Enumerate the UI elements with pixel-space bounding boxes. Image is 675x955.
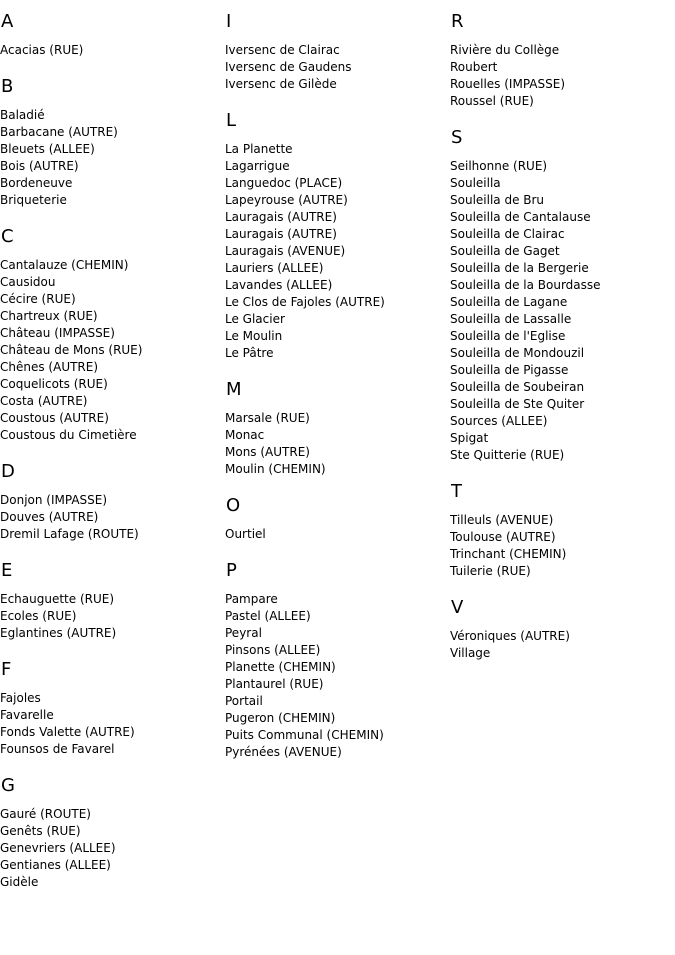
street-link[interactable]: Chênes (AUTRE) (0, 360, 99, 374)
street-link[interactable]: Planette (CHEMIN) (225, 660, 336, 674)
letter-heading: R (451, 11, 464, 32)
letter-group (450, 598, 675, 662)
letter-group (225, 12, 450, 93)
street-link[interactable]: Monac (225, 428, 265, 442)
street-link[interactable]: Founsos de Favarel (0, 742, 115, 756)
street-index-column-3 (450, 0, 675, 680)
letter-group (0, 660, 225, 758)
street-link[interactable]: Pampare (225, 592, 278, 606)
street-index-column-2 (225, 0, 450, 779)
street-link[interactable]: Mons (AUTRE) (225, 445, 310, 459)
street-link[interactable]: Souleilla de Clairac (450, 227, 565, 241)
letter-heading: G (1, 775, 15, 796)
street-link[interactable]: Souleilla de Ste Quiter (450, 397, 585, 411)
street-link[interactable]: Souleilla de Lassalle (450, 312, 572, 326)
letter-group (225, 380, 450, 478)
letter-heading: M (226, 379, 242, 400)
letter-heading: T (451, 481, 462, 502)
street-link[interactable]: Coustous (AUTRE) (0, 411, 109, 425)
street-link[interactable]: Puits Communal (CHEMIN) (225, 728, 384, 742)
letter-group (0, 77, 225, 209)
street-link[interactable]: Roubert (450, 60, 498, 74)
letter-heading: O (226, 495, 241, 516)
street-link[interactable]: Moulin (CHEMIN) (225, 462, 326, 476)
street-link[interactable]: Souleilla de Cantalause (450, 210, 591, 224)
street-link[interactable]: Cécire (RUE) (0, 292, 76, 306)
street-link[interactable]: Souleilla de Bru (450, 193, 545, 207)
street-link[interactable]: Rouelles (IMPASSE) (450, 77, 565, 91)
street-link[interactable]: Lapeyrouse (AUTRE) (225, 193, 348, 207)
street-link[interactable]: Tilleuls (AVENUE) (450, 513, 554, 527)
street-link[interactable]: Château (IMPASSE) (0, 326, 115, 340)
street-link[interactable]: Lauragais (AVENUE) (225, 244, 346, 258)
street-link[interactable]: Véroniques (AUTRE) (450, 629, 570, 643)
street-link[interactable]: Bois (AUTRE) (0, 159, 79, 173)
street-link[interactable]: Souleilla de la Bergerie (450, 261, 589, 275)
street-link[interactable]: Pastel (ALLEE) (225, 609, 311, 623)
street-link[interactable]: Souleilla de Pigasse (450, 363, 569, 377)
letter-group (450, 482, 675, 580)
letter-heading: D (1, 461, 15, 482)
street-link[interactable]: Ourtiel (225, 527, 266, 541)
letter-heading: B (1, 76, 14, 97)
street-link[interactable]: Gauré (ROUTE) (0, 807, 91, 821)
street-link[interactable]: Acacias (RUE) (0, 43, 84, 57)
letter-group (0, 12, 225, 59)
street-link[interactable]: Pyrénées (AVENUE) (225, 745, 342, 759)
street-link[interactable]: Coustous du Cimetière (0, 428, 137, 442)
letter-group (450, 12, 675, 110)
letter-group (0, 227, 225, 444)
street-link[interactable]: Eglantines (AUTRE) (0, 626, 117, 640)
letter-group (225, 111, 450, 362)
street-index-column-1 (0, 0, 225, 909)
street-link[interactable]: Souleilla de Soubeiran (450, 380, 585, 394)
street-link[interactable]: Briqueterie (0, 193, 67, 207)
street-link[interactable]: Le Glacier (225, 312, 285, 326)
street-link[interactable]: Iversenc de Gilède (225, 77, 337, 91)
street-link[interactable]: Donjon (IMPASSE) (0, 493, 108, 507)
street-link[interactable]: Genêts (RUE) (0, 824, 81, 838)
street-link[interactable]: Bleuets (ALLEE) (0, 142, 95, 156)
letter-group (225, 496, 450, 543)
letter-heading: F (1, 659, 12, 680)
street-link[interactable]: Favarelle (0, 708, 54, 722)
street-link[interactable]: Plantaurel (RUE) (225, 677, 324, 691)
street-link[interactable]: Echauguette (RUE) (0, 592, 115, 606)
street-link[interactable]: Roussel (RUE) (450, 94, 534, 108)
letter-heading: E (1, 560, 13, 581)
street-link[interactable]: Le Moulin (225, 329, 283, 343)
letter-heading: A (1, 11, 14, 32)
street-link[interactable]: Souleilla de Mondouzil (450, 346, 585, 360)
street-link[interactable]: Trinchant (CHEMIN) (450, 547, 567, 561)
letter-heading: L (226, 110, 237, 131)
street-link[interactable]: Spigat (450, 431, 489, 445)
street-link[interactable]: Lauragais (AUTRE) (225, 227, 337, 241)
letter-heading: S (451, 127, 463, 148)
street-link[interactable]: Sources (ALLEE) (450, 414, 548, 428)
letter-group (450, 128, 675, 464)
letter-group (0, 561, 225, 642)
street-link[interactable]: Cantalauze (CHEMIN) (0, 258, 129, 272)
street-link[interactable]: Causidou (0, 275, 56, 289)
street-link[interactable]: Lauragais (AUTRE) (225, 210, 337, 224)
street-link[interactable]: Douves (AUTRE) (0, 510, 99, 524)
street-link[interactable]: Gentianes (ALLEE) (0, 858, 111, 872)
street-link[interactable]: Marsale (RUE) (225, 411, 310, 425)
street-link[interactable]: Pugeron (CHEMIN) (225, 711, 336, 725)
street-link[interactable]: Le Clos de Fajoles (AUTRE) (225, 295, 385, 309)
street-link[interactable]: Fonds Valette (AUTRE) (0, 725, 135, 739)
letter-heading: C (1, 226, 14, 247)
street-link[interactable]: Bordeneuve (0, 176, 73, 190)
street-link[interactable]: Souleilla de l'Eglise (450, 329, 566, 343)
street-link[interactable]: Château de Mons (RUE) (0, 343, 143, 357)
street-link[interactable]: Lavandes (ALLEE) (225, 278, 333, 292)
street-link[interactable]: Portail (225, 694, 263, 708)
street-link[interactable]: Rivière du Collège (450, 43, 560, 57)
letter-heading: V (451, 597, 464, 618)
street-link[interactable]: Toulouse (AUTRE) (450, 530, 556, 544)
letter-heading: P (226, 560, 237, 581)
street-link[interactable]: Gidèle (0, 875, 39, 889)
street-link[interactable]: Souleilla de la Bourdasse (450, 278, 601, 292)
street-link[interactable]: Souleilla de Lagane (450, 295, 568, 309)
street-link[interactable]: Lauriers (ALLEE) (225, 261, 324, 275)
street-link[interactable]: Languedoc (PLACE) (225, 176, 343, 190)
street-link[interactable]: Ste Quitterie (RUE) (450, 448, 565, 462)
letter-group (225, 561, 450, 761)
street-link[interactable]: Chartreux (RUE) (0, 309, 98, 323)
street-link[interactable]: Dremil Lafage (ROUTE) (0, 527, 139, 541)
street-link[interactable]: Costa (AUTRE) (0, 394, 88, 408)
street-link[interactable]: La Planette (225, 142, 293, 156)
letter-group (0, 462, 225, 543)
street-link[interactable]: Iversenc de Gaudens (225, 60, 352, 74)
street-link[interactable]: Iversenc de Clairac (225, 43, 340, 57)
street-link[interactable]: Le Pâtre (225, 346, 274, 360)
street-link[interactable]: Tuilerie (RUE) (450, 564, 531, 578)
street-link[interactable]: Peyral (225, 626, 262, 640)
street-link[interactable]: Souleilla de Gaget (450, 244, 560, 258)
street-link[interactable]: Souleilla (450, 176, 501, 190)
street-link[interactable]: Pinsons (ALLEE) (225, 643, 321, 657)
street-link[interactable]: Seilhonne (RUE) (450, 159, 548, 173)
letter-heading: I (226, 11, 232, 32)
street-link[interactable]: Ecoles (RUE) (0, 609, 77, 623)
street-link[interactable]: Barbacane (AUTRE) (0, 125, 118, 139)
street-link[interactable]: Fajoles (0, 691, 41, 705)
street-link[interactable]: Lagarrigue (225, 159, 290, 173)
street-link[interactable]: Village (450, 646, 491, 660)
letter-group (0, 776, 225, 891)
street-link[interactable]: Baladié (0, 108, 45, 122)
street-link[interactable]: Coquelicots (RUE) (0, 377, 108, 391)
street-link[interactable]: Genevriers (ALLEE) (0, 841, 116, 855)
